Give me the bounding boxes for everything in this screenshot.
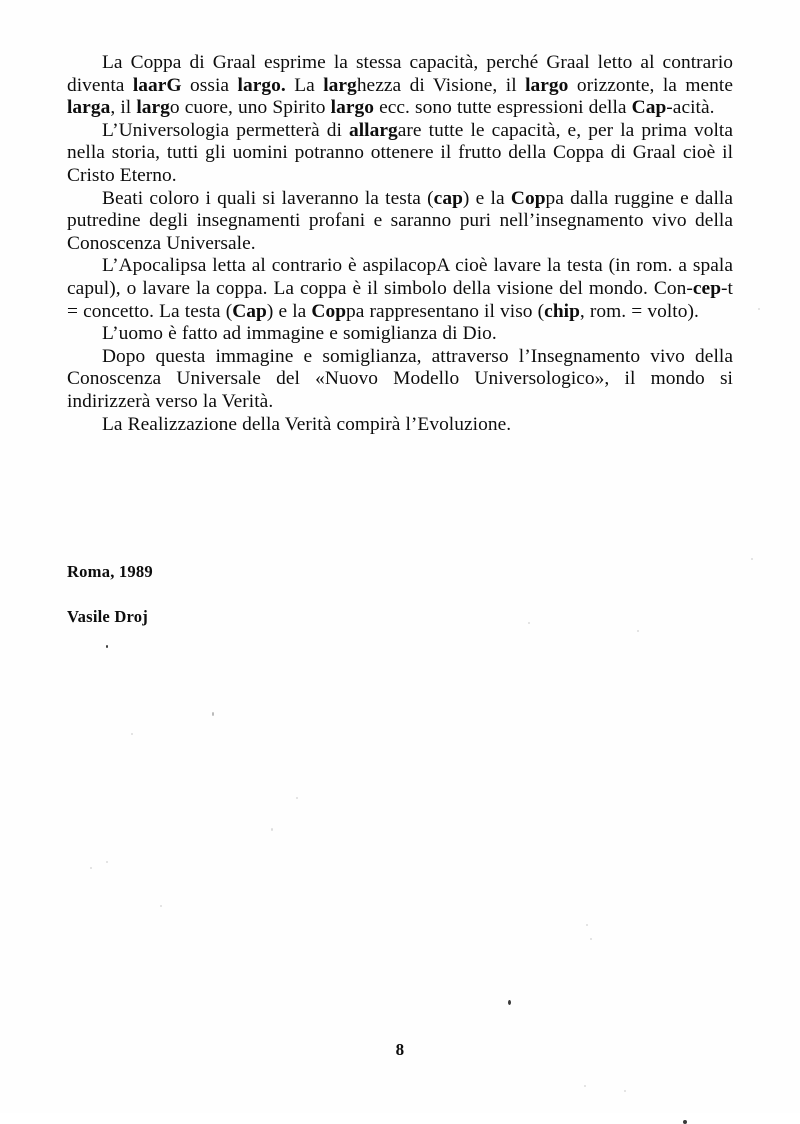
scan-speck xyxy=(212,712,214,716)
text-run: pa dalla ruggine e dalla putredine degli insegnamenti profani e saranno puri nell’insegnamento vivo della Conoscenza Universale. xyxy=(67,187,733,254)
emphasis-run: largo. xyxy=(237,74,286,96)
scan-speck xyxy=(106,645,108,648)
emphasis-run: larg xyxy=(323,74,357,96)
scan-speck xyxy=(271,828,273,831)
paragraph-2 xyxy=(67,120,733,188)
emphasis-run: cep xyxy=(692,277,722,299)
emphasis-run: Cop xyxy=(510,187,546,209)
scan-speck xyxy=(624,1090,626,1092)
emphasis-run: chip xyxy=(544,300,580,322)
scan-speck xyxy=(584,1085,586,1087)
scan-speck xyxy=(106,861,108,863)
paragraph-4 xyxy=(67,255,733,323)
scan-speck xyxy=(160,905,162,907)
text-run: -acità. xyxy=(666,97,715,119)
paragraph-7 xyxy=(67,414,733,437)
text-run: La Coppa di Graal esprime la stessa capacità, perché Graal letto al contrario diventa xyxy=(67,52,733,96)
scan-speck xyxy=(590,938,592,940)
text-run: ecc. sono tutte espressioni della xyxy=(373,97,632,119)
scan-speck xyxy=(131,733,133,735)
text-run: L’Universologia permetterà di xyxy=(102,119,349,141)
text-run: , il xyxy=(110,97,137,119)
page-number: 8 xyxy=(395,1040,405,1059)
scan-speck xyxy=(683,1120,687,1124)
body-text xyxy=(67,52,733,436)
text-run: ) e la xyxy=(462,187,511,209)
signature-place-year: Roma, 1989 xyxy=(67,562,153,581)
text-run: orizzonte, la mente xyxy=(568,74,733,96)
text-run: hezza di Visione, il xyxy=(356,74,526,96)
text-run: are tutte le capacità, e, per la prima volta nella storia, tutti gli uomini potranno ottenere il frutto della Coppa di Graal cioè il Cristo Eterno. xyxy=(67,119,733,186)
emphasis-run: largo xyxy=(525,74,569,96)
text-run: Beati coloro i quali si laveranno la testa ( xyxy=(102,187,434,209)
paragraph-1 xyxy=(67,52,733,120)
emphasis-run: Cop xyxy=(311,300,347,322)
emphasis-run: Cap xyxy=(232,300,267,322)
text-run: , rom. = volto). xyxy=(579,300,699,322)
emphasis-run: allarg xyxy=(348,119,398,141)
scan-speck xyxy=(586,924,588,926)
emphasis-run: larg xyxy=(136,97,170,119)
signature-author: Vasile Droj xyxy=(67,607,149,626)
emphasis-run: Cap xyxy=(631,97,667,119)
scan-speck xyxy=(751,558,753,560)
emphasis-run: larga xyxy=(67,97,111,119)
emphasis-run: largo xyxy=(330,97,374,119)
text-run: pa rappresentano il viso ( xyxy=(346,300,545,322)
scan-speck xyxy=(758,308,760,310)
text-run: Dopo questa immagine e somiglianza, attraverso l’Insegnamento vivo della Conoscenza Universale del «Nuovo Modello Universologico», il mondo si indirizzerà verso la Verità. xyxy=(67,345,733,412)
emphasis-run: cap xyxy=(433,187,463,209)
scan-speck xyxy=(637,630,639,632)
scan-speck xyxy=(508,1000,511,1005)
signature-block xyxy=(67,562,467,627)
emphasis-run: laarG xyxy=(132,74,182,96)
text-run: La xyxy=(285,74,324,96)
paragraph-5 xyxy=(67,323,733,346)
scan-speck xyxy=(528,622,530,624)
text-run: L’Apocalipsa letta al contrario è aspilacopA cioè lavare la testa (in rom. a spala capul), o lavare la coppa. La coppa è il simbolo della visione del mondo. Con- xyxy=(67,255,733,299)
scan-speck xyxy=(90,867,92,869)
text-run: -t = concetto. La testa ( xyxy=(67,277,733,322)
paragraph-3 xyxy=(67,188,733,256)
text-run: ) e la xyxy=(266,300,312,322)
text-run: ossia xyxy=(181,74,238,96)
text-run: o cuore, uno Spirito xyxy=(169,97,331,119)
paragraph-6 xyxy=(67,346,733,414)
text-run: L’uomo è fatto ad immagine e somiglianza di Dio. xyxy=(102,323,497,345)
text-run: La Realizzazione della Verità compirà l’Evoluzione. xyxy=(102,413,512,435)
scan-speck xyxy=(296,797,298,799)
